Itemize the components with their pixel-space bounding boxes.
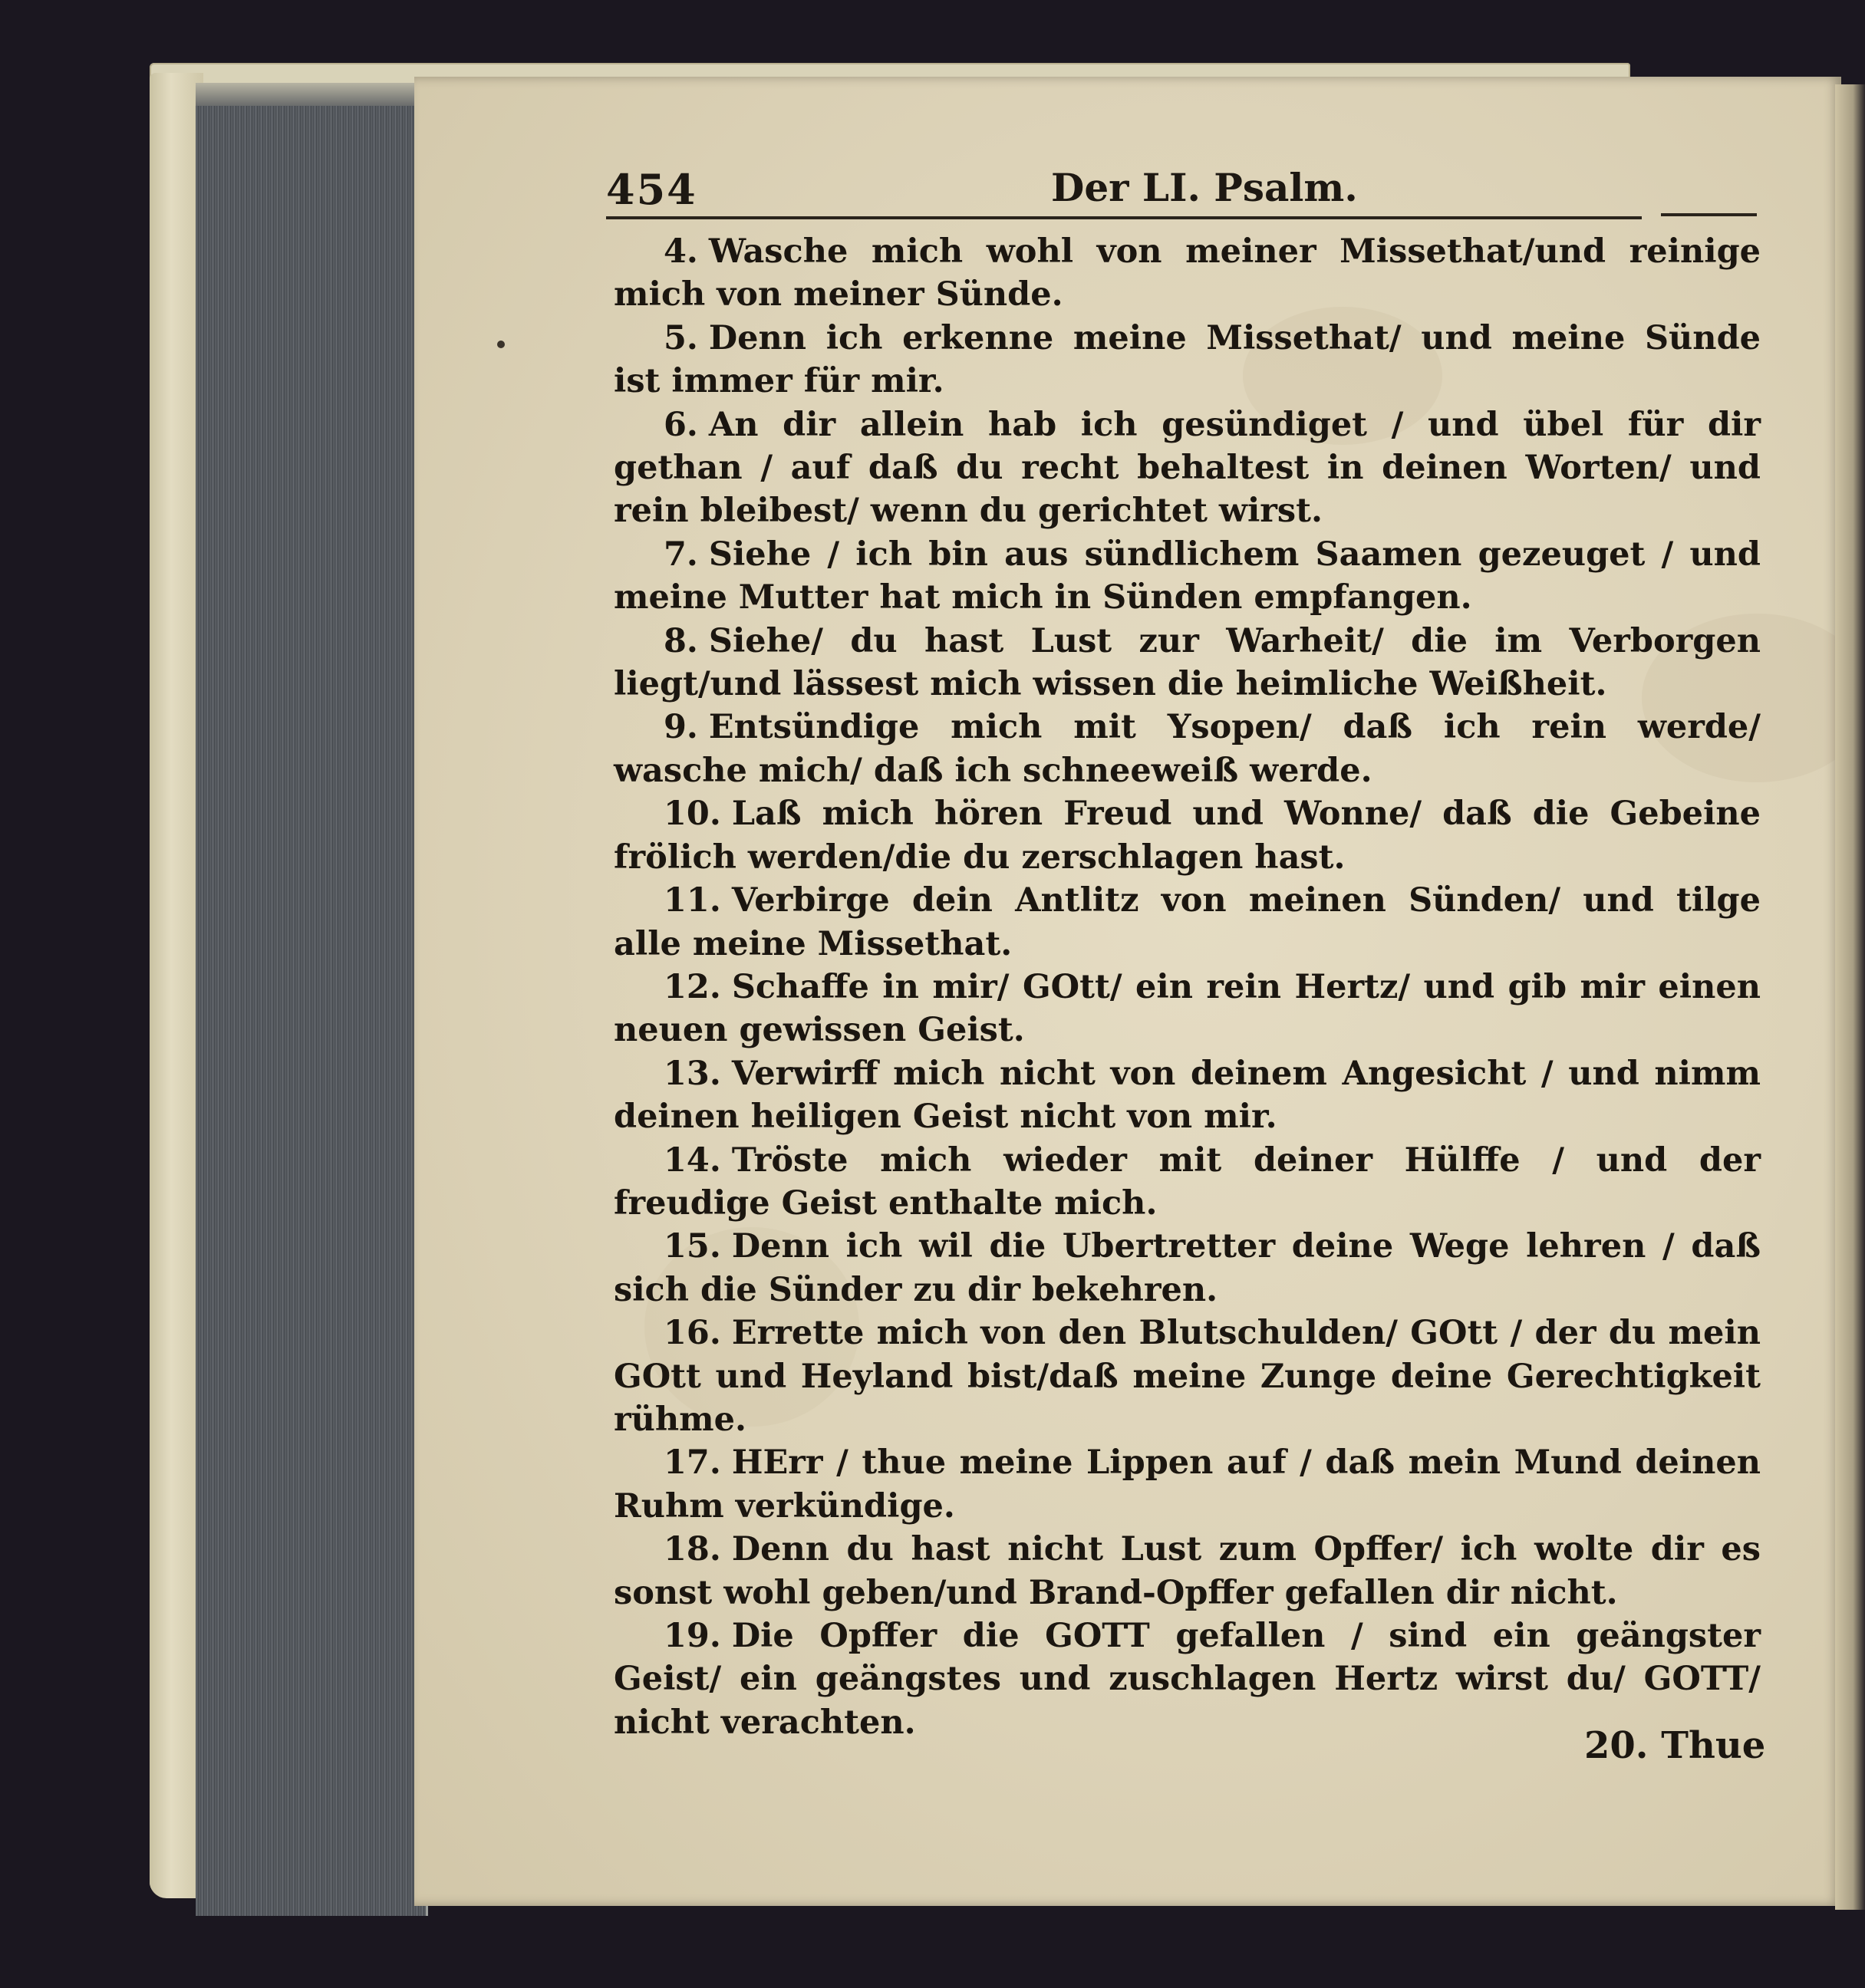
- verse-text: Laß mich hören Freud und Wonne/ daß die Gebeine frölich werden/die du zerschlagen hast.: [614, 795, 1761, 877]
- verse: [614, 230, 1761, 317]
- verse-text: Wasche mich wohl von meiner Missethat/und reinige mich von meiner Sünde.: [614, 232, 1761, 314]
- verse-number: 6.: [664, 405, 698, 444]
- verse-text: Tröste mich wieder mit deiner Hülffe / und der freudige Geist enthalte mich.: [614, 1140, 1761, 1223]
- verse-number: 8.: [664, 621, 698, 660]
- verse-text: Siehe/ du hast Lust zur Warheit/ die im Verborgen liegt/und lässest mich wissen die heimliche Weißheit.: [614, 621, 1761, 704]
- page-header: [606, 165, 1757, 219]
- verse-number: 10.: [664, 795, 721, 834]
- verse: [614, 1052, 1761, 1139]
- verse-number: 19.: [664, 1617, 721, 1655]
- verse: [614, 317, 1761, 403]
- facing-page-edge: [1835, 84, 1865, 1910]
- page-block-top: [196, 83, 426, 106]
- verse-number: 5.: [664, 318, 698, 357]
- verse-text: Die Opffer die GOTT gefallen / sind ein geängster Geist/ ein geängstes und zuschlagen Hertz wirst du/ GOTT/ nicht verachten.: [614, 1617, 1761, 1742]
- verse-text: Verbirge dein Antlitz von meinen Sünden/ und tilge alle meine Missethat.: [614, 881, 1761, 963]
- verse: [614, 620, 1761, 706]
- verse: [614, 706, 1761, 792]
- verse: [614, 1528, 1761, 1614]
- page-number: 454: [606, 165, 697, 214]
- verse-number: 17.: [664, 1443, 721, 1483]
- verse-text: Errette mich von den Blutschulden/ GOtt / der du mein GOtt und Heyland bist/daß meine Zunge deine Gerechtigkeit rühme.: [614, 1314, 1761, 1439]
- verse: [614, 403, 1761, 533]
- verse-text: Siehe / ich bin aus sündlichem Saamen gezeuget / und meine Mutter hat mich in Sünden empfangen.: [614, 535, 1761, 617]
- verse: [614, 1139, 1761, 1226]
- verse-number: 7.: [664, 535, 698, 574]
- running-title: Der LI. Psalm.: [1051, 165, 1358, 210]
- verse-text: Denn ich erkenne meine Missethat/ und meine Sünde ist immer für mir.: [614, 318, 1761, 401]
- verse-number: 11.: [664, 881, 721, 920]
- verse-text: HErr / thue meine Lippen auf / daß mein Mund deinen Ruhm verkündige.: [614, 1443, 1761, 1526]
- verse-text: Denn ich wil die Ubertretter deine Wege lehren / daß sich die Sünder zu dir bekehren.: [614, 1227, 1761, 1309]
- verse-text: Entsündige mich mit Ysopen/ daß ich rein werde/ wasche mich/ daß ich schneeweiß werde.: [614, 708, 1761, 790]
- verse-number: 14.: [664, 1140, 721, 1180]
- verse: [614, 966, 1761, 1052]
- header-rule: [606, 216, 1642, 219]
- verse: [614, 792, 1761, 879]
- verse: [614, 533, 1761, 620]
- verse-text: Schaffe in mir/ GOtt/ ein rein Hertz/ und gib mir einen neuen gewissen Geist.: [614, 967, 1761, 1050]
- verse-text: Verwirff mich nicht von deinem Angesicht / und nimm deinen heiligen Geist nicht von mir.: [614, 1054, 1761, 1137]
- verse: [614, 879, 1761, 966]
- verse-number: 16.: [664, 1314, 721, 1353]
- header-rule-right: [1661, 213, 1757, 216]
- verse-number: 13.: [664, 1054, 721, 1093]
- psalm-text: [614, 230, 1761, 1744]
- verse: [614, 1312, 1761, 1441]
- verse-number: 18.: [664, 1530, 721, 1569]
- verse-number: 15.: [664, 1227, 721, 1266]
- verse: [614, 1225, 1761, 1312]
- page-block-edges: [196, 83, 428, 1916]
- verse: [614, 1441, 1761, 1528]
- verse-number: 4.: [664, 232, 698, 271]
- verse-text: An dir allein hab ich gesündiget / und übel für dir gethan / auf daß du recht behaltest in deinen Worten/ und rein bleibest/ wenn du gerichtet wirst.: [614, 405, 1761, 531]
- verse-number: 9.: [664, 708, 698, 747]
- verse-number: 12.: [664, 967, 721, 1006]
- margin-mark: [497, 341, 505, 348]
- verse-text: Denn du hast nicht Lust zum Opffer/ ich wolte dir es sonst wohl geben/und Brand-Opffer gefallen dir nicht.: [614, 1530, 1761, 1612]
- catchword: 20. Thue: [1584, 1724, 1766, 1767]
